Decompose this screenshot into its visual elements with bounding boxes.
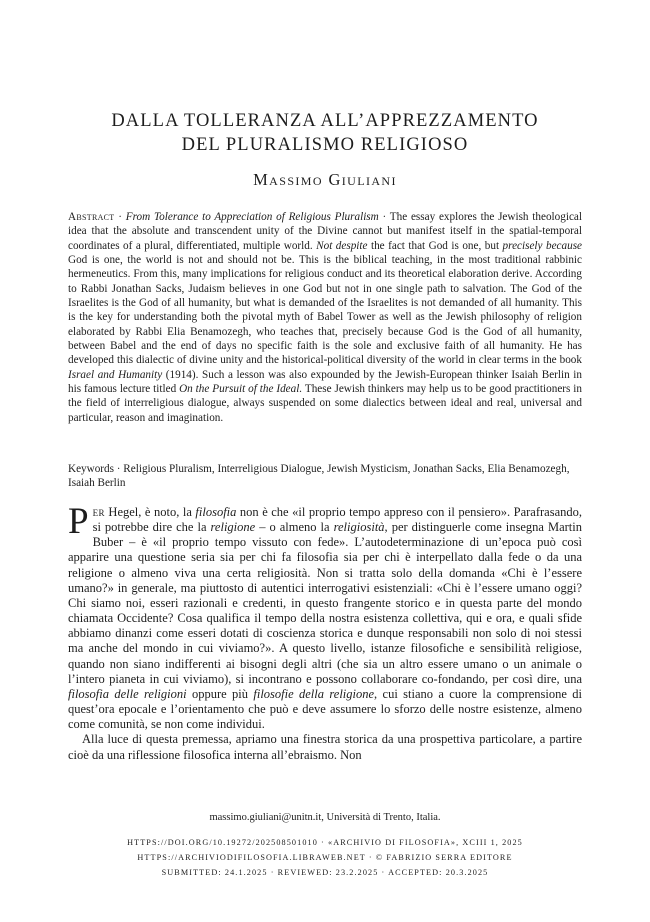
body-text-3: – o almeno la	[255, 520, 334, 535]
body-italic-filosofia-delle-religioni: filosofia delle religioni	[68, 686, 187, 701]
body-text-2: non è che «il proprio tempo appreso con il pensiero». Parafrasando, si potrebbe dire che la	[92, 505, 583, 535]
abstract-english-title: From Tolerance to Appreciation of Religious Pluralism	[125, 211, 379, 223]
abstract-separator: ·	[114, 211, 126, 223]
drop-cap-continuation: er	[92, 505, 105, 519]
title-line-1: DALLA TOLLERANZA ALL’APPREZZAMENTO	[111, 111, 539, 131]
abstract-label: Abstract	[68, 211, 115, 223]
author-email-affiliation: massimo.giuliani@unitn.it, Università di Trento, Italia.	[209, 812, 441, 823]
doi-line: HTTPS://DOI.ORG/10.19272/202508501010 · «ARCHIVIO DI FILOSOFIA», XCIII 1, 2025	[127, 838, 523, 847]
body-italic-filosofia: filosofia	[195, 505, 237, 519]
body-italic-religiosita: religiosità	[333, 520, 385, 535]
abstract-text-5: These Jewish thinkers may help us to be good practitioners in the field of interreligious dialogue, always suspended on some dialectics between ideal and real, universal and particular, reason and imagination.	[68, 383, 582, 424]
title-line-2: DEL PLURALISMO RELIGIOSO	[181, 135, 469, 155]
submission-dates: SUBMITTED: 24.1.2025 · REVIEWED: 23.2.2025 · ACCEPTED: 20.3.2025	[161, 868, 489, 877]
body-italic-religione: religione	[210, 520, 256, 535]
abstract-text-1: · The essay explores the Jewish theological idea that the absolute and transcendent unity of the Divine cannot but manifest itself in the spatial-temporal coordinates of a plural, differentiated, multiple world.	[68, 211, 582, 252]
abstract-lecture-title: On the Pursuit of the Ideal.	[179, 383, 303, 396]
article-title	[60, 109, 590, 157]
abstract-not-despite: Not despite	[316, 239, 368, 252]
author-name: Massimo Giuliani	[253, 170, 397, 189]
drop-cap: P	[68, 501, 89, 542]
body-text-4: , per distinguerle come insegna Martin Buber – è «il proprio tempo vissuto con fede». L’autodeterminazione di un’epoca può così apparire una questione seria sia per chi fa filosofia sia per chi è interpellato dalla fede o da una religione o almeno viva una certa religiosità. Non si tratta solo della domanda «Chi è l’essere umano?» in generale, ma piuttosto di autentici interrogativi esistenziali: «Chi è l’essere umano oggi? Chi siamo noi, esseri razionali e credenti, in questo frangente storico e in questa parte del mondo chiamata Occidente? Cosa qualifica il tempo della nostra esistenza collettiva, qui e ora, e quali sfide abbiamo dinanzi come esseri dotati di coscienza storica e dunque responsabili non solo di noi stessi ma anche del mondo in cui viviamo?». A questo livello, istanze filosofiche e sensibilità religiose, quando non siano indifferenti ai bisogni degli altri (che sia un altro essere umano o un animale o l’intero pianeta in cui viviamo), si incontrano e possono collaborare co-fondando, per così dire, una	[68, 520, 582, 686]
keywords: Keywords · Religious Pluralism, Interreligious Dialogue, Jewish Mysticism, Jonathan Sacks, Elia Benamozegh, Isaiah Berlin	[68, 463, 570, 490]
body-italic-filosofie-della-religione: filosofie della religione	[253, 686, 375, 701]
publisher-line: HTTPS://ARCHIVIODIFILOSOFIA.LIBRAWEB.NET · © FABRIZIO SERRA EDITORE	[137, 853, 513, 862]
body-paragraph-1	[68, 501, 583, 732]
body-paragraph-2: Alla luce di questa premessa, apriamo una finestra storica da una prospettiva particolare, a partire cioè da una riflessione filosofica interna all’ebraismo. Non	[68, 732, 582, 762]
abstract-text-3: God is one, the world is not and should not be. This is the biblical teaching, in the most traditional rabbinic hermeneutics. From this, many implications for religious conduct and its theoretical elaboration derive. According to Rabbi Jonathan Sacks, Judaism believes in one God but not in one single path to salvation. The God of the Israelites is the God of all humanity, but what is demanded of the Israelites is not demanded of all humanity. This is the key for understanding both the pivotal myth of Babel Tower as well as the Jewish philosophy of religion elaborated by Rabbi Elia Benamozegh, who teaches that, precisely because God is the God of all humanity, between Babel and the end of days no specific faith is the sole and exclusive faith of all humanity. He has developed this dialectic of divine unity and the historical-political diversity of the world in clear terms in the book	[68, 254, 582, 367]
body-text-1: Hegel, è noto, la	[104, 505, 196, 519]
abstract	[68, 210, 582, 425]
body-text-5: oppure più	[186, 686, 254, 701]
abstract-text-4: (1914). Such a lesson was also expounded by the Jewish-European thinker Isaiah Berlin in his famous lecture titled	[68, 368, 582, 396]
article-body	[68, 501, 583, 763]
abstract-text-2: the fact that God is one, but	[367, 239, 503, 252]
abstract-book-title: Israel and Humanity	[68, 368, 163, 381]
body-text-6: , cui stiano a cuore la comprensione di quest’ora epocale e l’orientamento che può e deve assumere lo sforzo delle nostre esistenze, almeno come comunità, se non come individui.	[68, 686, 583, 732]
abstract-precisely-because: precisely because	[502, 239, 583, 252]
